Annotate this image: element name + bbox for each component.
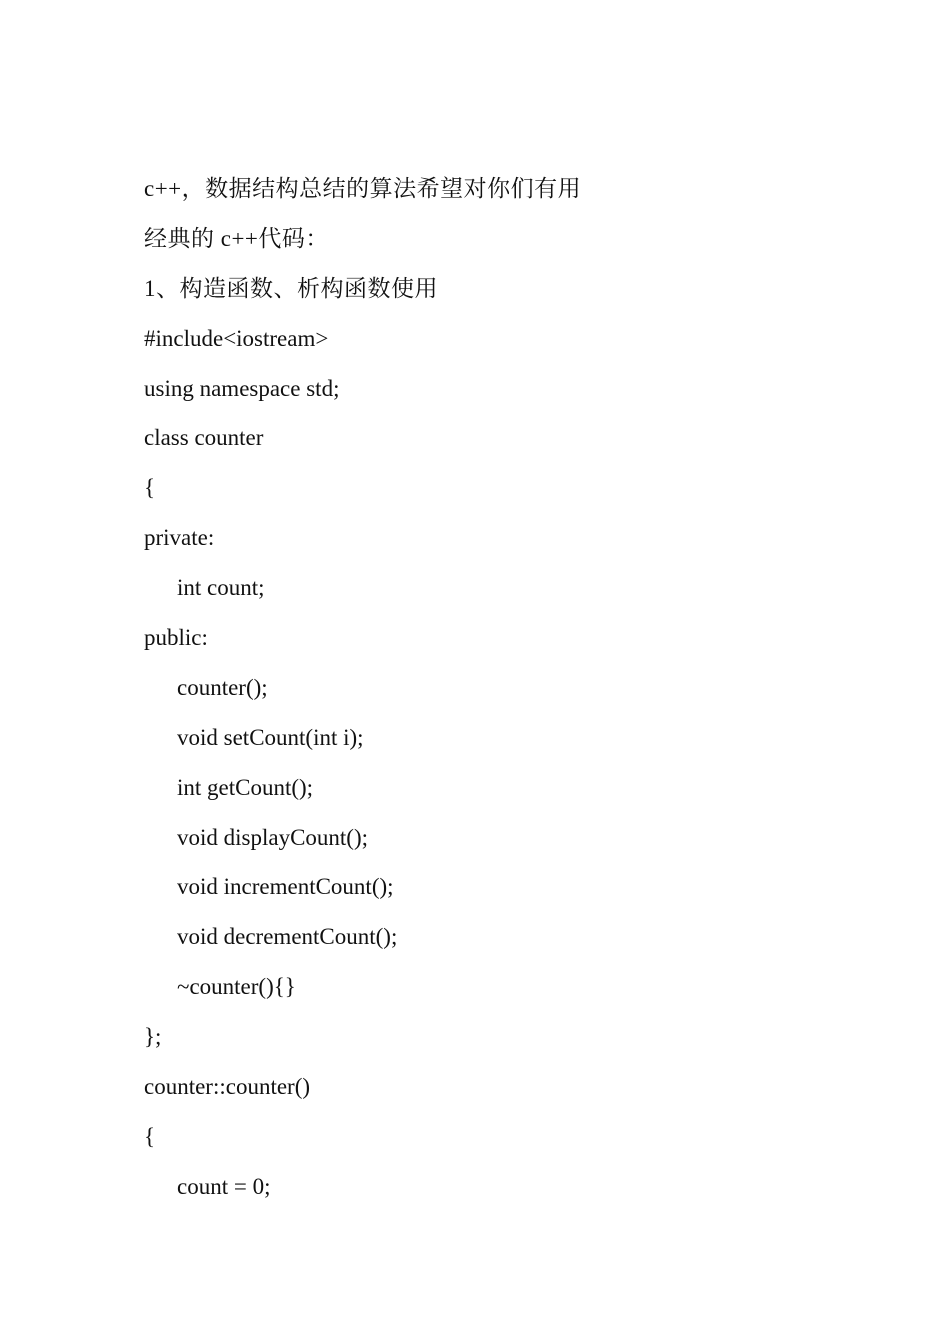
code-line-public: public: xyxy=(144,625,208,651)
code-line-incrementcount: void incrementCount(); xyxy=(177,874,394,900)
code-line-constructor-def: counter::counter() xyxy=(144,1074,311,1100)
subtitle-line: 经典的 c++代码： xyxy=(144,225,329,251)
code-line-open-brace-2: { xyxy=(144,1123,156,1149)
code-line-setcount: void setCount(int i); xyxy=(177,724,364,750)
document-body xyxy=(144,164,904,1212)
code-line-include: #include<iostream> xyxy=(144,325,329,351)
code-line-displaycount: void displayCount(); xyxy=(177,824,369,850)
code-line-getcount: int getCount(); xyxy=(177,774,314,800)
code-line-constructor-decl: counter(); xyxy=(177,674,268,700)
code-line-count-init: count = 0; xyxy=(177,1173,271,1199)
code-line-close-class: }; xyxy=(144,1024,162,1050)
code-line-destructor: ~counter(){} xyxy=(177,974,296,1000)
code-line-private: private: xyxy=(144,525,215,551)
section-heading: 1、构造函数、析构函数使用 xyxy=(144,275,438,301)
code-line-open-brace: { xyxy=(144,475,156,501)
code-line-member: int count; xyxy=(177,575,265,601)
code-line-class: class counter xyxy=(144,425,264,451)
code-line-decrementcount: void decrementCount(); xyxy=(177,924,398,950)
code-line-using: using namespace std; xyxy=(144,375,340,401)
intro-line: c++，数据结构总结的算法希望对你们有用 xyxy=(144,176,582,201)
